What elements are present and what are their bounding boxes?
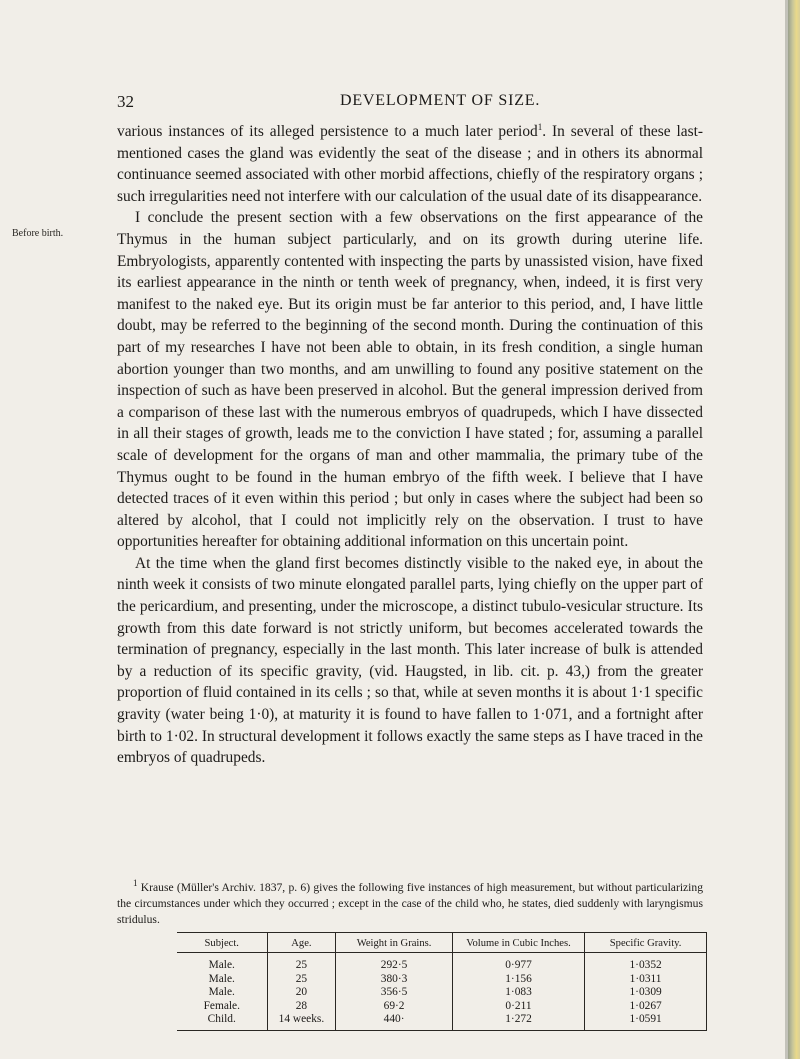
table-cell: 1·0352 [585,953,707,973]
table-cell: 0·977 [452,953,584,973]
table-cell: 20 [267,986,336,1000]
table-cell: 14 weeks. [267,1013,336,1030]
table-row [177,1013,707,1030]
table-cell: 440· [336,1013,452,1030]
body-text [117,121,703,769]
table-cell: 1·156 [452,973,584,987]
running-title: DEVELOPMENT OF SIZE. [340,92,541,109]
column-header-weight: Weight in Grains. [336,933,452,953]
paragraph-2: I conclude the present section with a few observations on the first appearance of the Thymus in the human subject particularly, and on its growth during uterine life. Embryologists, apparently contented with inspecting the parts by unassisted vision, have fixed its earliest appearance in the ninth or tenth week of pregnancy, when, indeed, it is first very manifest to the naked eye. But its origin must be far anterior to this period, and, I have little doubt, may be referred to the beginning of the second month. During the continuation of this part of my researches I have not been able to obtain, in its fresh condition, a single human abortion younger than two months, and am unwilling to found any positive statement on the inspection of such as have been preserved in alcohol. But the general impression derived from a comparison of these last with the numerous embryos of quadrupeds, which I have dissected in all their stages of growth, leads me to the conviction I have stated ; for, assuming a parallel scale of development for the organs of man and other mammalia, the primary tube of the Thymus ought to be found in the human embryo of the fifth week. I believe that I have detected traces of it even within this period ; but only in cases where the subject had been so altered by alcohol, that I could not implicitly rely on the observation. I trust to have opportunities hereafter for obtaining additional information on this uncertain point. [117,209,703,551]
table-cell: 1·272 [452,1013,584,1030]
table-cell: 69·2 [336,1000,452,1014]
table-cell: 1·0309 [585,986,707,1000]
table-cell: Male. [208,986,235,999]
table-cell: Male. [208,972,235,985]
table-cell: 356·5 [336,986,452,1000]
table-cell: 28 [267,1000,336,1014]
paragraph-1 [117,121,703,207]
paragraph-1-text-after: . In several of these last-mentioned cases the gland was evidently the seat of the disease ; and in others its abnormal continuance seemed associated with other morbid affections, chiefly of the respiratory organs ; such irregularities need not interfere with our calculation of the usual date of its disappearance. [117,123,703,205]
column-header-age: Age. [267,933,336,953]
running-head [0,92,790,114]
footnote [117,880,703,927]
footnote-reference: 1 [537,121,543,132]
table-cell: 292·5 [336,953,452,973]
column-header-subject: Subject. [177,933,267,953]
footnote-mark: 1 [133,878,138,889]
table-row [177,986,707,1000]
page-edge [788,0,800,1059]
table-header-row [177,933,707,953]
table-cell: 25 [267,973,336,987]
footnote-text: Krause (Müller's Archiv. 1837, p. 6) gives the following five instances of high measurement, but without particularizing the circumstances under which they occurred ; except in the case of the child who, he states, died suddenly with laryngismus stridulus. [117,881,703,926]
table-row [177,973,707,987]
footnote-paragraph [117,880,703,927]
table-cell: Male. [208,959,235,971]
table-row [177,1000,707,1014]
table-cell: 1·0591 [585,1013,707,1030]
table-cell: Child. [207,1013,236,1026]
table-cell: 25 [267,953,336,973]
table-cell: 380·3 [336,973,452,987]
paragraph-1-text: various instances of its alleged persistence to a much later period [117,123,538,140]
marginal-note: Before birth. [12,228,64,239]
column-header-volume: Volume in Cubic Inches. [452,933,584,953]
table-cell: 1·0267 [585,1000,707,1014]
measurement-table [177,932,707,1031]
paragraph-3: At the time when the gland first becomes distinctly visible to the naked eye, in about the ninth week it consists of two minute elongated parallel parts, lying chiefly on the upper part of the pericardium, and presenting, under the microscope, a distinct tubulo-vesicular structure. Its growth from this date forward is not strictly uniform, but becomes accelerated towards the termination of pregnancy, especially in the last month. This later increase of bulk is attended by a reduction of its specific gravity, (vid. Haugsted, in lib. cit. p. 43,) from the greater proportion of fluid contained in its cells ; so that, while at seven months it is about 1·1 specific gravity (water being 1·0), at maturity it is found to have fallen to 1·071, and a fortnight after birth to 1·02. In structural development it follows exactly the same steps as I have traced in the embryos of quadrupeds. [117,554,703,767]
table-row [177,953,707,973]
table-cell: 1·083 [452,986,584,1000]
table-cell: 0·211 [452,1000,584,1014]
column-header-specific-gravity: Specific Gravity. [585,933,707,953]
table-cell: 1·0311 [585,973,707,987]
page-number: 32 [117,92,134,111]
table-cell: Female. [203,999,240,1012]
